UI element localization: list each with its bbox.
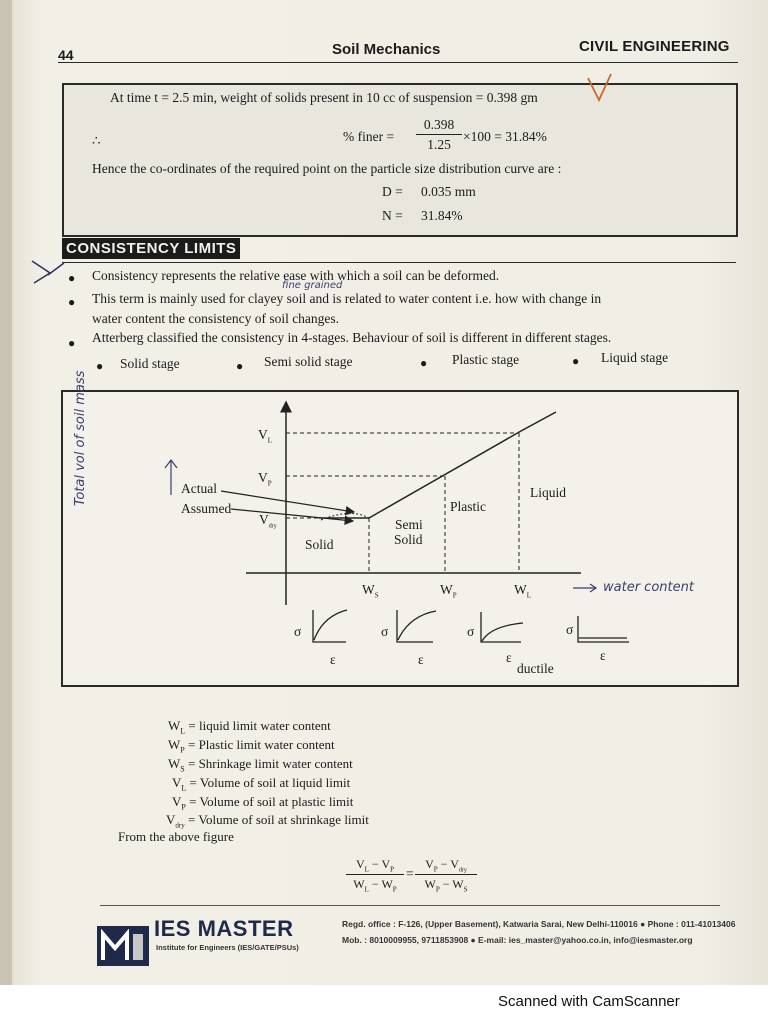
finer-label: % finer = bbox=[343, 129, 395, 144]
footer-brand: IES MASTER bbox=[154, 916, 294, 941]
region-solid: Solid bbox=[305, 537, 334, 552]
finer-fraction bbox=[416, 117, 462, 153]
footer-regd-office: Regd. office : F-126, (Upper Basement), Katwaria Sarai, New Delhi-110016 ● Phone : 011-41013406 bbox=[342, 919, 736, 929]
assumed-label: Assumed bbox=[181, 501, 232, 516]
heading-rule bbox=[62, 262, 736, 263]
camscanner-watermark: Scanned with CamScanner bbox=[498, 993, 680, 1010]
equation-right-fraction: $V_P - V_{dry}$ $W_P - W_S$ bbox=[415, 857, 477, 894]
stress-strain-plot-semi-solid bbox=[397, 610, 436, 642]
wp-tick-label: $W_P$ bbox=[440, 582, 457, 600]
wl-tick-label: $W_L$ bbox=[514, 582, 532, 600]
sigma-label-1: σ bbox=[294, 624, 302, 639]
finer-result: ×100 = 31.84% bbox=[463, 129, 547, 144]
d-label: D = bbox=[382, 184, 403, 199]
stage-liquid: Liquid stage bbox=[601, 350, 669, 365]
hence-line: Hence the co-ordinates of the required point on the particle size distribution curve are : bbox=[92, 161, 562, 176]
bullet-dot: ● bbox=[96, 359, 104, 373]
stress-strain-plot-liquid bbox=[578, 616, 629, 642]
handwritten-margin-arrow bbox=[28, 255, 68, 291]
assumed-arrow bbox=[231, 509, 353, 521]
footer-rule bbox=[100, 905, 720, 906]
legend-row-wl: $W_L$ = liquid limit water content bbox=[168, 718, 331, 736]
header-rule bbox=[58, 62, 738, 63]
finer-denominator: 1.25 bbox=[427, 137, 451, 152]
sigma-label-4: σ bbox=[566, 622, 574, 637]
bullet-text-1: Consistency represents the relative ease with which a soil can be deformed. bbox=[92, 268, 500, 283]
handwritten-right-arrow bbox=[573, 584, 596, 592]
bullet-text-2: This term is mainly used for clayey soil and is related to water content i.e. how with change in bbox=[92, 291, 602, 306]
finer-numerator: 0.398 bbox=[416, 117, 462, 135]
bullet-text-3: Atterberg classified the consistency in 4-stages. Behaviour of soil is different in different stages. bbox=[92, 330, 612, 345]
stage-semi-solid: Semi solid stage bbox=[264, 354, 353, 369]
bullet-dot: ● bbox=[68, 336, 76, 350]
bullet-dot: ● bbox=[420, 356, 428, 370]
region-semi-line-1: Semi bbox=[395, 517, 423, 532]
sigma-label-3: σ bbox=[467, 624, 475, 639]
sigma-label-2: σ bbox=[381, 624, 389, 639]
stress-strain-plot-solid bbox=[313, 610, 347, 642]
n-value: 31.84% bbox=[421, 208, 463, 223]
d-value: 0.035 mm bbox=[421, 184, 476, 199]
handwritten-y-axis-label: Total vol of soil mass bbox=[73, 370, 88, 506]
volume-curve bbox=[319, 412, 556, 518]
vp-tick-label: $V_P$ bbox=[258, 470, 272, 488]
legend-row-ws: $W_S$ = Shrinkage limit water content bbox=[168, 756, 353, 774]
stage-solid: Solid stage bbox=[120, 356, 180, 371]
section-title: CIVIL ENGINEERING bbox=[579, 38, 730, 55]
stage-plastic: Plastic stage bbox=[452, 352, 520, 367]
vdry-tick-label: $V_{dry}$ bbox=[259, 512, 277, 530]
ies-master-logo bbox=[97, 926, 149, 966]
actual-label: Actual bbox=[181, 481, 217, 496]
footer-tagline: Institute for Engineers (IES/GATE/PSUs) bbox=[156, 943, 299, 952]
ductile-label: ductile bbox=[517, 661, 554, 676]
handwritten-check-mark bbox=[585, 72, 615, 106]
ws-tick-label: $W_S$ bbox=[362, 582, 379, 600]
example-line-1: At time t = 2.5 min, weight of solids present in 10 cc of suspension = 0.398 gm bbox=[110, 90, 538, 105]
region-liquid: Liquid bbox=[530, 485, 566, 500]
epsilon-label-2: ε bbox=[418, 652, 424, 667]
bullet-text-2-cont: water content the consistency of soil changes. bbox=[92, 311, 340, 326]
from-figure-text: From the above figure bbox=[118, 829, 234, 844]
legend-row-vp: $V_P$ = Volume of soil at plastic limit bbox=[172, 794, 354, 812]
stress-strain-plot-plastic bbox=[481, 612, 523, 642]
page-number: 44 bbox=[58, 47, 74, 63]
footer-contact: Mob. : 8010009955, 9711853908 ● E-mail: ies_master@yahoo.co.in, info@iesmaster.org bbox=[342, 935, 693, 945]
epsilon-label-4: ε bbox=[600, 648, 606, 663]
consistency-heading: CONSISTENCY LIMITS bbox=[62, 238, 240, 259]
bullet-dot: ● bbox=[236, 359, 244, 373]
epsilon-label-1: ε bbox=[330, 652, 336, 667]
actual-arrow bbox=[221, 491, 354, 512]
region-plastic: Plastic bbox=[450, 499, 486, 514]
epsilon-label-3: ε bbox=[506, 650, 512, 665]
legend-row-vdry: $V_{dry}$ = Volume of soil at shrinkage limit bbox=[166, 812, 369, 830]
handwritten-water-content: water content bbox=[603, 580, 694, 595]
therefore-symbol: ∴ bbox=[92, 133, 101, 148]
vl-tick-label: $V_L$ bbox=[258, 427, 273, 445]
equation-equals: = bbox=[406, 866, 414, 881]
bullet-dot: ● bbox=[68, 295, 76, 309]
running-title: Soil Mechanics bbox=[332, 41, 441, 58]
handwritten-fine-grained: fine grained bbox=[282, 280, 343, 291]
legend-row-wp: $W_P$ = Plastic limit water content bbox=[168, 737, 335, 755]
legend-row-vl: $V_L$ = Volume of soil at liquid limit bbox=[172, 775, 351, 793]
bullet-dot: ● bbox=[572, 354, 580, 368]
n-label: N = bbox=[382, 208, 403, 223]
region-semi-line-2: Solid bbox=[394, 532, 423, 547]
page-binding-shadow bbox=[0, 0, 12, 985]
bullet-dot: ● bbox=[68, 271, 76, 285]
equation-left-fraction: $\frac{V_L - V_P}{W_L - W_P}$ bbox=[346, 857, 404, 894]
handwritten-up-arrow bbox=[165, 460, 177, 495]
